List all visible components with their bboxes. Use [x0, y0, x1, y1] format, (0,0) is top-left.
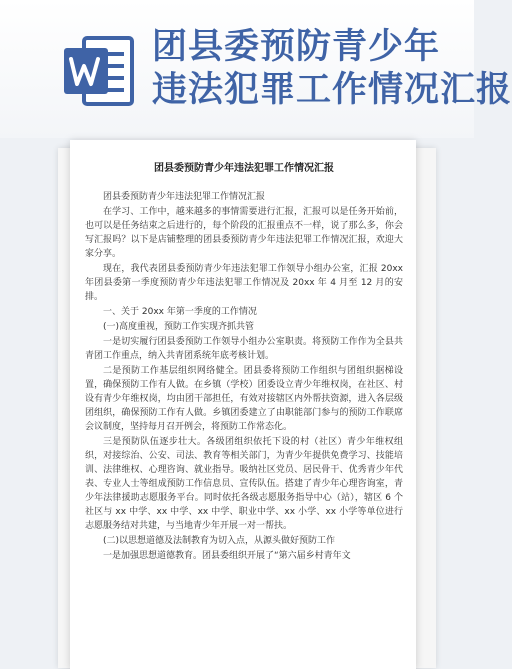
banner-title-line-1: 团县委预防青少年 — [152, 27, 441, 67]
document-page — [70, 140, 416, 669]
banner-title — [152, 26, 512, 112]
banner-title-line-2: 违法犯罪工作情况汇报 — [152, 70, 512, 110]
paragraph-point-3: 三是预防队伍逐步壮大。各级团组织依托下设的村（社区）青少年维权组织，对接综治、公安、司法、教育等相关部门，为青少年提供免费学习、技能培训、法律维权、心理咨询、就业指导。吸纳社区党员、居民骨干、优秀青少年代表、专业人士等组成预防工作信息员、宣传队伍。搭建了青少年心理咨询室，青少年法律援助志愿服务平台。同时依托各级志愿服务指导中心（站），辖区 6 个社区与 xx 中学、xx 中学、xx 中学、职业中学、xx 小学、xx 小学等单位进行志愿服务结对共建，与当地青少年开展一对一帮扶。 — [85, 437, 403, 531]
document-title: 团县委预防青少年违法犯罪工作情况汇报 — [154, 163, 334, 174]
paragraph-point-4: 一是加强思想道德教育。团县委组织开展了“第六届乡村青年文 — [103, 551, 351, 561]
document-banner — [0, 0, 512, 138]
section-heading-1: 一、关于 20xx 年第一季度的工作情况 — [103, 307, 257, 317]
paragraph-intro: 在学习、工作中，越来越多的事情需要进行汇报，汇报可以是任务开始前，也可以是任务结束之后进行的，每个阶段的汇报重点不一样，说了那么多，你会写汇报吗？以下是店铺整理的团县委预防青少年违法犯罪工作情况汇报，欢迎大家分享。 — [85, 207, 403, 259]
subsection-heading-2: (二)以思想道德及法制教育为切入点，从源头做好预防工作 — [103, 536, 336, 546]
word-document-icon — [62, 34, 136, 108]
subsection-heading-1: (一)高度重视，预防工作实现齐抓共管 — [103, 322, 255, 332]
document-body — [85, 162, 403, 564]
paragraph-subtitle: 团县委预防青少年违法犯罪工作情况汇报 — [103, 192, 266, 202]
paragraph-point-1: 一是切实履行团县委预防工作领导小组办公室职责。将预防工作作为全县共青团工作重点，纳入共青团系统年底考核计划。 — [85, 337, 403, 361]
paragraph-report-scope: 现在，我代表团县委预防青少年违法犯罪工作领导小组办公室，汇报 20xx 年团县委第一季度预防青少年违法犯罪工作情况及 20xx 年 4 月至 12 月的安排。 — [85, 264, 403, 302]
paragraph-point-2: 二是预防工作基层组织网络健全。团县委将预防工作组织与团组织据梯设置，确保预防工作有人做。在乡镇（学校）团委设立青少年维权岗，在社区、村设有青少年维权岗，均由团干部担任，有效对接辖区内外帮扶资源，进入各层级团组织，确保预防工作有人做。乡镇团委建立了由职能部门参与的预防工作联席会议制度，坚持每月召开例会，将预防工作常态化。 — [85, 366, 403, 432]
